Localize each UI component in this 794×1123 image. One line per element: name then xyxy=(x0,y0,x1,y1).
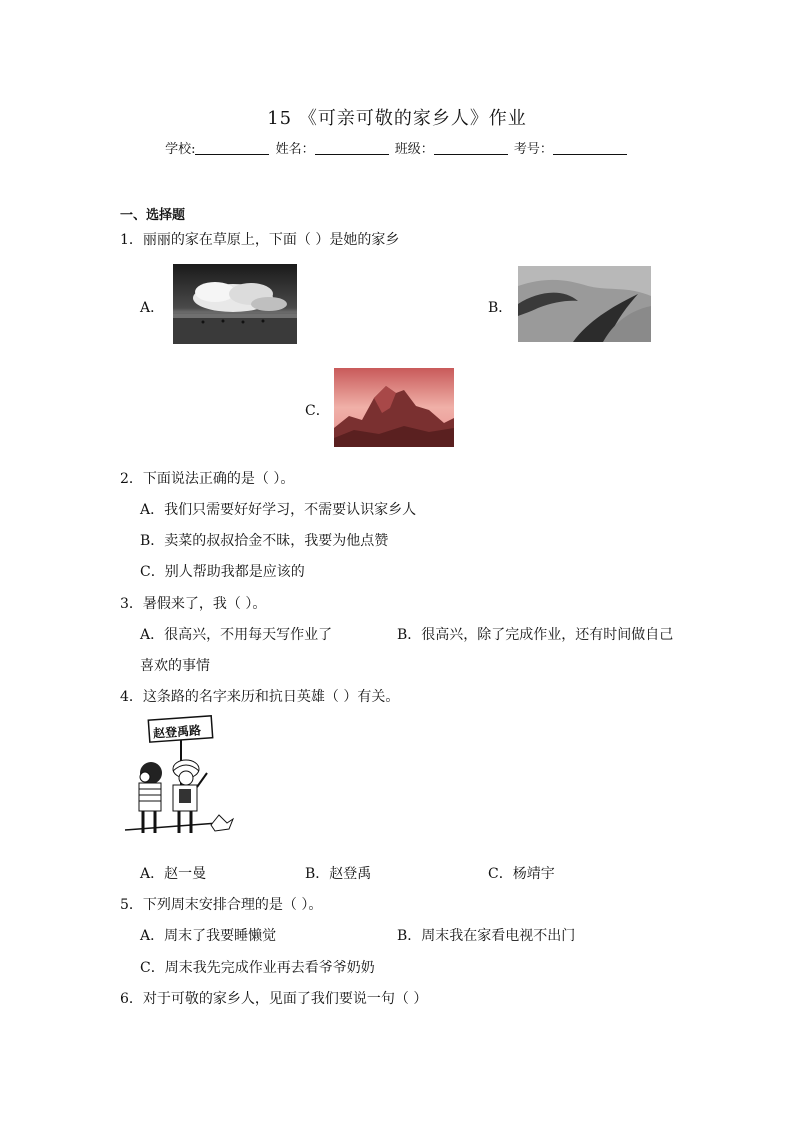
name-blank xyxy=(315,141,389,155)
q2-option-c: C．别人帮助我都是应该的 xyxy=(140,564,305,580)
student-info-line xyxy=(0,138,794,157)
school-blank xyxy=(195,141,269,155)
q5-option-a: A．周末了我要睡懒觉 xyxy=(140,928,277,944)
grassland-photo xyxy=(173,264,297,344)
q5-option-b: B．周末我在家看电视不出门 xyxy=(397,928,576,944)
question-2: 2．下面说法正确的是（ ）。 xyxy=(120,471,295,487)
question-6: 6．对于可敬的家乡人，见面了我们要说一句（ ） xyxy=(120,991,428,1007)
q3-option-a: A．很高兴，不用每天写作业了 xyxy=(140,627,333,643)
question-4: 4．这条路的名字来历和抗日英雄（ ）有关。 xyxy=(120,689,400,705)
question-5: 5．下列周末安排合理的是（ ）。 xyxy=(120,897,323,913)
number-label: 考号： xyxy=(513,142,553,157)
q4-option-c: C．杨靖宇 xyxy=(488,866,555,882)
question-3: 3．暑假来了，我（ ）。 xyxy=(120,596,267,612)
q1-option-c-label: C． xyxy=(305,403,330,419)
q1-option-a-label: A． xyxy=(140,300,165,316)
class-blank xyxy=(434,141,508,155)
q5-option-c: C．周末我先完成作业再去看爷爷奶奶 xyxy=(140,960,375,976)
class-label: 班级： xyxy=(394,142,434,157)
q3-option-b: B．很高兴，除了完成作业，还有时间做自己 xyxy=(397,627,674,643)
q4-option-a: A．赵一曼 xyxy=(140,866,207,882)
section-heading: 一、选择题 xyxy=(120,208,186,223)
road-sign-text: 赵登禹路 xyxy=(152,723,202,741)
q1-option-b-label: B． xyxy=(488,300,513,316)
desert-photo xyxy=(518,266,651,342)
road-sign-illustration xyxy=(123,715,238,850)
school-label: 学校: xyxy=(165,142,196,157)
question-1: 1．丽丽的家在草原上，下面（ ）是她的家乡 xyxy=(120,232,400,248)
page-title: 15 《可亲可敬的家乡人》作业 xyxy=(267,108,527,129)
name-label: 姓名： xyxy=(275,142,315,157)
q3-option-b-continued: 喜欢的事情 xyxy=(140,658,210,674)
mountain-photo xyxy=(334,368,454,447)
q2-option-a: A．我们只需要好好学习，不需要认识家乡人 xyxy=(140,502,417,518)
q4-option-b: B．赵登禹 xyxy=(305,866,372,882)
q2-option-b: B．卖菜的叔叔拾金不昧，我要为他点赞 xyxy=(140,533,389,549)
number-blank xyxy=(553,141,627,155)
